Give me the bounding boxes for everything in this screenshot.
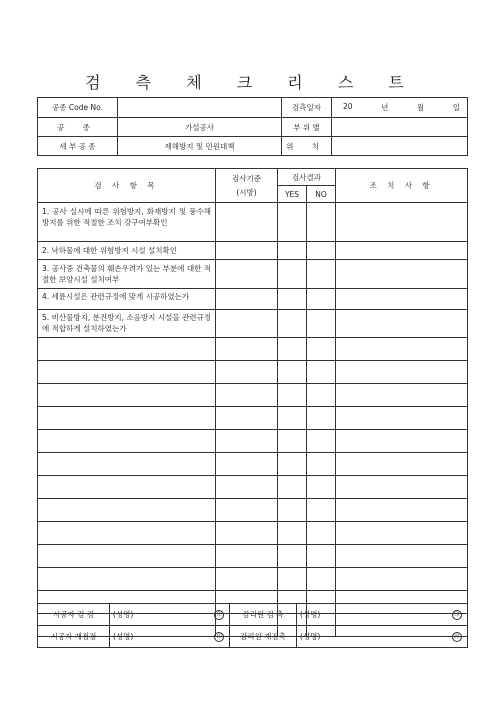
- action-cell[interactable]: [336, 338, 468, 361]
- action-cell[interactable]: [336, 242, 468, 260]
- standard-cell[interactable]: [216, 384, 278, 407]
- blank-item-cell[interactable]: [38, 545, 216, 568]
- action-cell[interactable]: [336, 361, 468, 384]
- work-type-value: 가설공사: [118, 118, 282, 137]
- date-year-unit: 년: [381, 103, 389, 112]
- blank-item-cell[interactable]: [38, 407, 216, 430]
- standard-cell[interactable]: [216, 361, 278, 384]
- no-cell[interactable]: [307, 361, 336, 384]
- action-cell[interactable]: [336, 407, 468, 430]
- blank-item-cell[interactable]: [38, 338, 216, 361]
- code-label: 공종 Code No.: [38, 98, 118, 118]
- yes-cell[interactable]: [278, 260, 307, 289]
- part-label: 부 위 별: [282, 118, 332, 137]
- blank-item-cell[interactable]: [38, 522, 216, 545]
- yes-cell[interactable]: [278, 407, 307, 430]
- supervisor-inspect-stamp: [447, 604, 468, 626]
- standard-cell[interactable]: [216, 310, 278, 338]
- blank-item-cell[interactable]: [38, 476, 216, 499]
- col-standard-header: [216, 169, 278, 203]
- location-value[interactable]: [332, 137, 468, 156]
- yes-cell[interactable]: [278, 430, 307, 453]
- seal-icon: 印: [452, 632, 462, 642]
- seal-icon: 印: [214, 632, 224, 642]
- part-value[interactable]: [332, 118, 468, 137]
- header-table: [37, 97, 468, 156]
- col-no-header: NO: [307, 186, 336, 203]
- yes-cell[interactable]: [278, 203, 307, 242]
- standard-cell[interactable]: [216, 260, 278, 289]
- standard-cell[interactable]: [216, 242, 278, 260]
- supervisor-reinspect-label: 감리원 재검측: [230, 626, 297, 648]
- supervisor-reinspect-stamp: [447, 626, 468, 648]
- blank-item-cell[interactable]: [38, 453, 216, 476]
- contractor-inspect-name[interactable]: (성명): [110, 604, 210, 626]
- no-cell[interactable]: [307, 203, 336, 242]
- no-cell[interactable]: [307, 289, 336, 310]
- standard-cell[interactable]: [216, 430, 278, 453]
- no-cell[interactable]: [307, 407, 336, 430]
- col-result-header: 검사결과: [278, 169, 336, 186]
- contractor-inspect-stamp: [210, 604, 230, 626]
- standard-cell[interactable]: [216, 453, 278, 476]
- check-item-1: 1. 공사 실시에 따른 위험방지, 화재방지 및 풍수해 방지를 위한 적절한 조치 강구여부확인: [38, 203, 216, 242]
- check-item-2: 2. 낙하물에 대한 위험방지 시설 설치확인: [38, 242, 216, 260]
- action-cell[interactable]: [336, 203, 468, 242]
- no-cell[interactable]: [307, 453, 336, 476]
- work-type-label: 공 종: [38, 118, 118, 137]
- check-item-3: 3. 공사중 건축물의 훼손우려가 있는 부분에 대한 적절한 보양시설 설치여부: [38, 260, 216, 289]
- action-cell[interactable]: [336, 289, 468, 310]
- contractor-reinspect-label: 시공자 재점검: [38, 626, 110, 648]
- no-cell[interactable]: [307, 430, 336, 453]
- no-cell[interactable]: [307, 476, 336, 499]
- action-cell[interactable]: [336, 499, 468, 522]
- yes-cell[interactable]: [278, 310, 307, 338]
- standard-cell[interactable]: [216, 499, 278, 522]
- standard-cell[interactable]: [216, 545, 278, 568]
- no-cell[interactable]: [307, 310, 336, 338]
- check-item-4: 4. 세륜시설은 관련규정에 맞게 시공하였는가: [38, 289, 216, 310]
- action-cell[interactable]: [336, 310, 468, 338]
- no-cell[interactable]: [307, 568, 336, 591]
- signature-table: [37, 603, 468, 648]
- yes-cell[interactable]: [278, 361, 307, 384]
- yes-cell[interactable]: [278, 568, 307, 591]
- contractor-reinspect-stamp: [210, 626, 230, 648]
- col-item-header: 검 사 항 목: [38, 169, 216, 203]
- no-cell[interactable]: [307, 522, 336, 545]
- blank-item-cell[interactable]: [38, 430, 216, 453]
- col-standard-label: 검사기준: [232, 173, 261, 183]
- blank-item-cell[interactable]: [38, 361, 216, 384]
- standard-cell[interactable]: [216, 289, 278, 310]
- no-cell[interactable]: [307, 242, 336, 260]
- yes-cell[interactable]: [278, 289, 307, 310]
- detail-value: 재해방지 및 민원대책: [118, 137, 282, 156]
- no-cell[interactable]: [307, 545, 336, 568]
- contractor-inspect-label: 시공자 검 검: [38, 604, 110, 626]
- no-cell[interactable]: [307, 499, 336, 522]
- standard-cell[interactable]: [216, 407, 278, 430]
- standard-cell[interactable]: [216, 203, 278, 242]
- action-cell[interactable]: [336, 522, 468, 545]
- yes-cell[interactable]: [278, 545, 307, 568]
- yes-cell[interactable]: [278, 453, 307, 476]
- date-day-unit: 일: [452, 103, 460, 112]
- yes-cell[interactable]: [278, 522, 307, 545]
- col-standard-sub: (시방): [236, 187, 257, 197]
- blank-item-cell[interactable]: [38, 499, 216, 522]
- action-cell[interactable]: [336, 384, 468, 407]
- location-label: 위 치: [282, 137, 332, 156]
- date-label: 검측일자: [282, 98, 332, 118]
- no-cell[interactable]: [307, 338, 336, 361]
- blank-item-cell[interactable]: [38, 568, 216, 591]
- date-value[interactable]: [332, 98, 468, 118]
- action-cell[interactable]: [336, 453, 468, 476]
- supervisor-inspect-label: 감리원 검 측: [230, 604, 297, 626]
- action-cell[interactable]: [336, 260, 468, 289]
- action-cell[interactable]: [336, 476, 468, 499]
- code-value[interactable]: [118, 98, 282, 118]
- yes-cell[interactable]: [278, 476, 307, 499]
- date-year: 20: [343, 102, 353, 111]
- yes-cell[interactable]: [278, 242, 307, 260]
- col-yes-header: YES: [278, 186, 307, 203]
- contractor-reinspect-name[interactable]: (성명): [110, 626, 210, 648]
- action-cell[interactable]: [336, 568, 468, 591]
- seal-icon: 印: [452, 610, 462, 620]
- detail-label: 세 부 공 종: [38, 137, 118, 156]
- seal-icon: 印: [214, 610, 224, 620]
- supervisor-inspect-name[interactable]: (성명): [297, 604, 447, 626]
- yes-cell[interactable]: [278, 499, 307, 522]
- checklist-table: [37, 168, 468, 637]
- no-cell[interactable]: [307, 384, 336, 407]
- check-item-5: 5. 비산물방지, 분진방지, 소음방지 시설을 관련규정에 적합하게 설치하였는가: [38, 310, 216, 338]
- standard-cell[interactable]: [216, 568, 278, 591]
- page-title: 검 측 체 크 리 스 트: [85, 73, 419, 92]
- yes-cell[interactable]: [278, 384, 307, 407]
- no-cell[interactable]: [307, 260, 336, 289]
- standard-cell[interactable]: [216, 476, 278, 499]
- supervisor-reinspect-name[interactable]: (성명): [297, 626, 447, 648]
- action-cell[interactable]: [336, 430, 468, 453]
- yes-cell[interactable]: [278, 338, 307, 361]
- standard-cell[interactable]: [216, 338, 278, 361]
- blank-item-cell[interactable]: [38, 384, 216, 407]
- standard-cell[interactable]: [216, 522, 278, 545]
- col-action-header: 조 치 사 항: [336, 169, 468, 203]
- date-month-unit: 월: [416, 103, 425, 112]
- action-cell[interactable]: [336, 545, 468, 568]
